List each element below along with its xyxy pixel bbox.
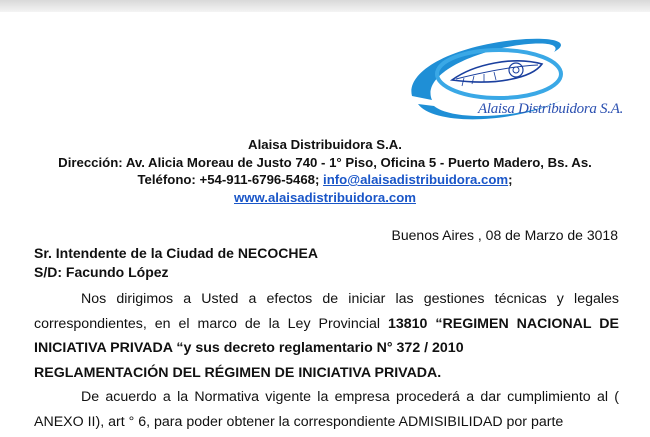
- phone-text: Teléfono: +54-911-6796-5468;: [137, 172, 324, 187]
- letterhead: [0, 136, 650, 206]
- recipient-block: [34, 244, 318, 282]
- company-name: Alaisa Distribuidora S.A.: [248, 137, 402, 152]
- company-website-line: [0, 189, 650, 207]
- paragraph-1: [34, 287, 619, 385]
- recipient: Sr. Intendente de la Ciudad de NECOCHEA: [34, 245, 318, 261]
- p1-regulation-title: REGLAMENTACIÓN DEL RÉGIMEN DE INICIATIVA PRIVADA.: [34, 364, 442, 381]
- top-shadow-bar: [0, 0, 650, 12]
- p1-text: Nos dirigimos a Usted a efectos de iniciar las gestiones técnicas y legales correspondientes, en el marco de la Ley Provincial: [34, 291, 619, 332]
- company-address: Dirección: Av. Alicia Moreau de Justo 740 - 1° Piso, Oficina 5 - Puerto Madero, Bs. As.: [58, 154, 592, 170]
- p1-law-title: 13810 “REGIMEN NACIONAL DE INICIATIVA PRIVADA “y sus decreto reglamentario N° 372 / 2010: [34, 315, 619, 356]
- attention-line: S/D: Facundo López: [34, 264, 169, 280]
- email-link[interactable]: info@alaisadistribuidora.com: [323, 172, 509, 187]
- phone-suffix: ;: [508, 172, 513, 187]
- letter-date: Buenos Aires , 08 de Marzo de 3018: [391, 227, 618, 243]
- website-link[interactable]: www.alaisadistribuidora.com: [234, 189, 416, 205]
- paragraph-2: De acuerdo a la Normativa vigente la empresa procederá a dar cumplimiento al ( ANEXO II), art ° 6, para poder obtener la correspondiente ADMISIBILIDAD por parte: [34, 389, 619, 430]
- logo-wordmark: Alaisa Distribuidora S.A.: [478, 101, 624, 117]
- letter-body: [34, 287, 619, 434]
- company-contact: [0, 171, 650, 189]
